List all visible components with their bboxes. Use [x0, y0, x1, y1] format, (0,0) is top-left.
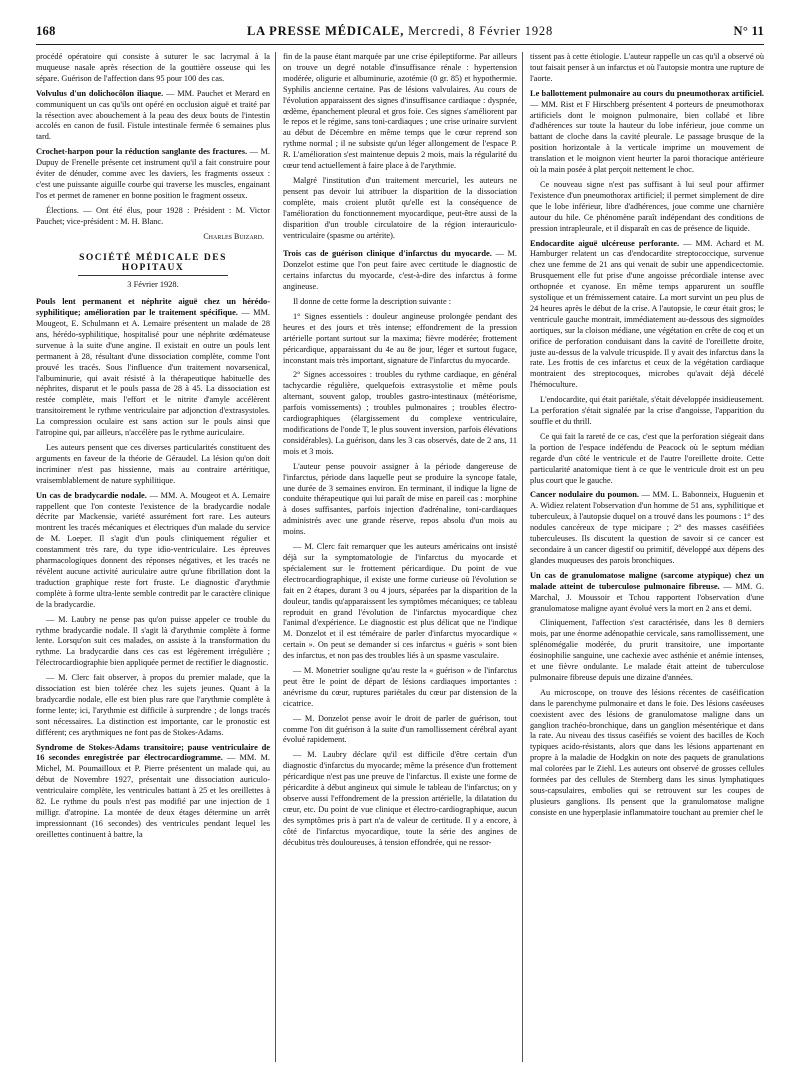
paragraph: 1° Signes essentiels : douleur angineuse prolongée pendant des heures et des jours et très intense; effondrement de la pression artérielle portant surtout sur la maxima; fièvre modérée; frottement péricardique, apparaissant du 4e au 8e jour, léger et surtout fugace, inconstant mais très important, signature de l'infarctus du myocarde.	[283, 311, 517, 365]
paragraph: Les auteurs pensent que ces diverses particularités constituent des arguments en faveur de la théorie de Géraudel. La lésion qu'on doit incriminer n'est pas hissienne, mais au contraire artéritique, vraisemblablement de nature syphilitique.	[36, 443, 270, 485]
column-2: fin de la pause étant marquée par une crise épileptiforme. Par ailleurs on trouve un degré notable d'insuffisance rénale : hypertension modérée, oligurie et albuminurie, azotémie (0 gr. 85) et hypothermie. Syphilis ancienne certaine. Pas de lésions valvulaires. Au cours de l'évolution apparaissent des signes d'insuffisance cardiaque : dyspnée, œdème, épanchement pleural et gros foie. Ces signes s'améliorent par le repos et le régime, sans toni-cardiaques ; une crise urinaire survient au début de Décembre en même temps que le cœur reprend son rythme normal ; il ne subsiste qu'un léger allongement de l'espace P. R. L'amélioration s'est maintenue depuis 2 mois, mais la régularité du cœur tend actuellement à faire place à de l'arythmie. Malgré l'institution d'un traitement mercuriel, les auteurs ne pensent pas devoir lui attribuer la disparition de la dissociation complète, mais croient plutôt qu'elle est la conséquence de l'amélioration du fonctionnement myocardique, peut-être aussi de la disparition d'un trouble circulatoire de la région interauriculo-ventriculaire (spasme ou artérite). Trois cas de guérison clinique d'infarctus du myocarde. — M. Donzelot estime que l'on peut faire avec certitude le diagnostic de certains infarctus du myocarde, c'est-à-dire des infarctus à forme angineuse. Il donne de cette forme la description suivante : 1° Signes essentiels : douleur angineuse prolongée pendant des heures et des jours et très intense; effondrement de la pression artérielle portant surtout sur la maxima; fièvre modérée; frottement péricardique, apparaissant du 4e au 8e jour, léger et surtout fugace, inconstant mais très important, signature de l'infarctus du myocarde. 2° Signes accessoires : troubles du rythme cardiaque, en général tachycardie régulière, quelquefois extrasystolie et même pouls alternant, souvent galop, troubles gastro-intestinaux (météorisme, parfois vomissements) ; troubles pulmonaires ; troubles électro-cardiographiques (élargissement du complexe ventriculaire, modifications de l'onde T, le plus souvent inversion, parfois élévations considérables). La guérison, dans les 3 cas observés, date de 2 ans, 11 mois et 3 mois. L'auteur pense pouvoir assigner à la période dangereuse de l'infarctus, période dans laquelle peut se produire la syncope fatale, une durée de 3 semaines environ. En terminant, il indique la ligne de conduite thérapeutique qui lui paraît de mise en pareil cas : morphine à doses suffisantes, parfois injection d'adrénaline, toni-cardiaques administrés avec une grande réserve, repos absolu d'un mois au moins. — M. Clerc fait remarquer que les auteurs américains ont insisté déjà sur la symptomatologie de l'infarctus du myocarde et spécialement sur le frottement péricardique. Du point de vue électrocardiographique, il existe une forme curieuse où l'évolution se fait en 2 étapes, durant 3 ou 4 jours, séparées par la disparition de la douleur, tandis qu'apparaissent les symptômes mécaniques; ce tableau reproduit en grand l'évolution de l'infarctus myocardique chez l'animal d'expérience. Le diagnostic est plus délicat que ne l'indique M. Donzelot et il est téméraire de parler d'infarctus myocardique « certain ». On peut se demander si ces infarctus « guéris » sont bien des infarctus, et non pas des troubles liés à un spasme vasculaire. — M. Monetrier souligne qu'au reste la « guérison » de l'infarctus peut être le point de départ de lésions cardiaques importantes : anévrisme du cœur, ruptures pariétales du cœur par distension de la cicatrice. — M. Donzelot pense avoir le droit de parler de guérison, tout comme l'on dit guérison à la suite d'un ramollissement cérébral ayant évolué rapidement. — M. Laubry déclare qu'il est difficile d'être certain d'un diagnostic d'infarctus du myocarde; même la présence d'un frottement péricardique n'est pas une preuve de l'infarctus. Il existe une forme de péricardite à début angineux qui simule le tableau de l'infarctus; on y observe aussi l'effondrement de la pression artérielle, la dilatation du cœur, etc. Du point de vue clinique et électro-cardiographique, aucun des symptômes pris à part n'a de valeur de certitude. Il y a encore, à côté de l'infarctus myocardique, toute la série des angines de décubitus très douloureuses, à tension effondrée, qui ne ressor-	[283, 52, 517, 847]
paragraph: — M. Laubry ne pense pas qu'on puisse appeler ce trouble du rythme bradycardie nodale. Il s'agit là d'arythmie complète à forme lente. Lorsqu'on suit ces malades, on assiste à la transformation du rythme. La bradycardie dans ces cas est légèrement irrégulière ; l'électrocardiographie bien appliquée permet de rectifier le diagnostic.	[36, 614, 270, 668]
journal-title	[36, 24, 764, 39]
article-heading: Cancer nodulaire du poumon.	[530, 490, 639, 500]
session-date: 3 Février 1928.	[127, 280, 179, 290]
page-header	[36, 22, 764, 45]
article-heading: Pouls lent permanent et néphrite aiguë chez un hérédo-syphilitique; amélioration par le traitement spécifique.	[36, 297, 270, 318]
article-heading: Trois cas de guérison clinique d'infarctus du myocarde.	[283, 249, 492, 259]
paragraph: Malgré l'institution d'un traitement mercuriel, les auteurs ne pensent pas devoir lui attribuer la disparition de la dissociation complète, mais croient plutôt qu'elle est la conséquence de l'amélioration du fonctionnement myocardique, peut-être aussi de la disparition d'un trouble circulatoire de la région interauriculo-ventriculaire (spasme ou artérite).	[283, 175, 517, 240]
paragraph: — M. Clerc fait observer, à propos du premier malade, que la dissociation est bien tolérée chez les sujets jeunes. Quant à la bradycardie nodale, elle est bien plus rare que l'arythmie complète à forme lente; ici, l'arythmie est difficile à surprendre ; de longs tracés sont nécessaires. La distinction est importante, car le pronostic est différent; ces arythmiques ne font pas de Stokes-Adams.	[36, 673, 270, 737]
column-1: procédé opératoire qui consiste à suturer le sac lacrymal à la muqueuse nasale après résection de la gouttière osseuse qui les sépare. Guérison de l'affection dans 95 pour 100 des cas. Volvulus d'un dolichocôlon iliaque. — MM. Pauchet et Merard en communiquent un cas qu'ils ont opéré en occlusion aiguë et traité par la résection avec abouchement à la peau des deux bouts de l'intestin accolés en canon de fusil. Fistule intestinale fermée 6 semaines plus tard. Crochet-harpon pour la réduction sanglante des fractures. — M. Dupuy de Frenelle présente cet instrument qu'il a fait construire pour éviter de dénuder, comme avec les daviers, les fragments osseux : c'est une puissante aiguille courbe qui traverse les muscles, engainant l'os et permet de ramener en bonne position le fragment osseux. Élections. — Ont été élus, pour 1928 : Président : M. Victor Pauchet; vice-président : M. H. Blanc. Charles Buizard. SOCIÉTÉ MÉDICALE DES HOPITAUX 3 Février 1928. Pouls lent permanent et néphrite aiguë chez un hérédo-syphilitique; amélioration par le traitement spécifique. — MM. Mougeot, E. Schulmann et A. Lemaire présentent un malade de 28 ans, hérédo-syphilitique, hospitalisé pour une néphrite œdémateuse survenue à la suite d'une angine. Il existait en outre un pouls lent permanent à 28, résultant d'une dissociation complète, comme l'ont prouvé les tracés. Sous l'influence d'un traitement novarsenical, l'albuminurie, qui avait résisté à la thérapeutique habituelle des néphrites, disparut et le pouls passa de 28 à 45. La dissociation est restée complète, mais l'effort et le nitrite d'amyle accélèrent transitoirement le rythme ventriculaire par adjonction d'extrasystoles. La compression oculaire est sans action sur le pouls ainsi que l'atropine qui, par ailleurs, n'accélère pas le rythme auriculaire. Les auteurs pensent que ces diverses particularités constituent des arguments en faveur de la théorie de Géraudel. La lésion qu'on doit incriminer n'est pas hissienne, mais au contraire artéritique, vraisemblablement de nature syphilitique. Un cas de bradycardie nodale. — MM. A. Mougeot et A. Lemaire rappellent que l'on conteste l'existence de la bradycardie nodale décrite par Mackensie, variété assurément fort rare. Les auteurs montrent les tracés mécaniques et électriques d'un malade du service de M. Loeper. Il s'agit d'un pouls cliniquement régulier et constamment très rare, du type idio-ventriculaire. Les épreuves pharmacologiques donnent des réponses négatives, et les tracés ne révèlent aucune activité auriculaire autre qu'une fibrillation dont la traduction graphique reste fort fruste. Le diagnostic d'arythmie complète à forme ultra-lente semble contredit par le caractère clinique de la bradycardie. — M. Laubry ne pense pas qu'on puisse appeler ce trouble du rythme bradycardie nodale. Il s'agit là d'arythmie complète à forme lente. Lorsqu'on suit ces malades, on assiste à la transformation du rythme. La bradycardie dans ces cas est légèrement irrégulière ; l'électrocardiographie bien appliquée permet de rectifier le diagnostic. — M. Clerc fait observer, à propos du premier malade, que la dissociation est bien tolérée chez les sujets jeunes. Quant à la bradycardie nodale, elle est bien plus rare que l'arythmie complète à forme lente; ici, l'arythmie est difficile à surprendre ; de longs tracés sont nécessaires. La distinction est importante, car le pronostic est différent; ces arythmiques ne font pas de Stokes-Adams. Syndrome de Stokes-Adams transitoire; pause ventriculaire de 16 secondes enregistrée par électrocardiogramme. — MM. M. Michel, M. Poumailloux et P. Pierre présentent un malade qui, au début de Novembre 1927, présentait une dissociation auriculo-ventriculaire complète, les ventricules battant à 25 et les oreillettes à 82. Le rythme du pouls n'est pas modifié par une injection de 1 milligr. d'atropine. La montée de deux étages détermine un arrêt impressionnant (16 secondes) des ventricules pendant lequel les oreillettes continuent à battre, la	[36, 52, 270, 839]
paragraph: Ce qui fait la rareté de ce cas, c'est que la perforation siégeait dans la portion de l'espace indéfendu de Peacock où le septum médian regarde d'un côté le ventricule et de l'autre l'oreillette droite. Cette particularité anatomique tient à ce que le ventricule droit est un peu plus court que le gauche.	[530, 431, 764, 485]
signature: Charles Buizard.	[203, 231, 264, 241]
article-heading: Volvulus d'un dolichocôlon iliaque.	[36, 88, 164, 98]
article-heading: Endocardite aiguë ulcéreuse perforante.	[530, 238, 680, 248]
paragraph: Au microscope, on trouve des lésions récentes de caséification dans le parenchyme pulmonaire et dans le foie. Des lésions caséeuses coexistent avec des lésions de granulomatose maligne dans un ganglion trachéo-bronchique, dans un ganglion mésentérique et dans la rate. Au niveau des tissus caséifiés se voient des bacilles de Koch typiques acido-résistants, alors que dans les lésions appartenant en propre à la maladie de Hodgkin on note des paquets de granulations mal colorées par le Ziehl. Les auteurs ont observé de grosses cellules formées par des cellules de Sternberg dans les sinus lymphatiques sous-capsulaires, embolies qui se retrouvent sur les coupes de plusieurs ganglions. Ils pensent que la granulomatose maligne consiste en une hyperplasie inflammatoire touchant au premier chef le	[530, 687, 764, 817]
paragraph: L'endocardite, qui était pariétale, s'était développée insidieusement. La perforation s'était signalée par la crise d'angoisse, l'apparition du souffle et du thrill.	[530, 395, 764, 426]
paragraph: — M. Donzelot pense avoir le droit de parler de guérison, tout comme l'on dit guérison à la suite d'un ramollissement cérébral ayant évolué rapidement.	[283, 713, 517, 745]
paragraph: — M. Laubry déclare qu'il est difficile d'être certain d'un diagnostic d'infarctus du myocarde; même la présence d'un frottement péricardique n'est pas une preuve de l'infarctus. Il existe une forme de péricardite à début angineux qui simule le tableau de l'infarctus; on y observe aussi l'effondrement de la pression artérielle, la dilatation du cœur, etc. Du point de vue clinique et électro-cardiographique, aucun des symptômes pris à part n'a de valeur de certitude. Il y a encore, à côté de l'infarctus myocardique, toute la série des angines de décubitus très douloureuses, à tension effondrée, qui ne ressor-	[283, 750, 517, 847]
paragraph: 2° Signes accessoires : troubles du rythme cardiaque, en général tachycardie régulière, quelquefois extrasystolie et même pouls alternant, souvent galop, troubles gastro-intestinaux (météorisme, parfois vomissements) ; troubles pulmonaires ; troubles électro-cardiographiques (élargissement du complexe ventriculaire, modifications de l'onde T, le plus souvent inversion, parfois élévations considérables). La guérison, dans les 3 cas observés, date de 2 ans, 11 mois et 3 mois.	[283, 370, 517, 456]
article-heading: Syndrome de Stokes-Adams transitoire; pause ventriculaire de 16 secondes enregistrée par électrocardiogramme.	[36, 742, 270, 763]
paragraph: Cliniquement, l'affection s'est caractérisée, dans les 8 derniers mois, par une énorme adénopathie cervicale, sans ramollissement, une splénomégalie modérée, du prurit transitoire, une importante éosinophilie sanguine, une cachexie avec asthénie et anémie intenses, et une fièvre ondulante. Le malade était atteint de tuberculose pulmonaire fibreuse depuis une dizaine d'années.	[530, 618, 764, 682]
paragraph: Élections. — Ont été élus, pour 1928 : Président : M. Victor Pauchet; vice-président : M. H. Blanc.	[36, 205, 270, 226]
article-heading: Le ballottement pulmonaire au cours du pneumothorax artificiel.	[530, 88, 764, 98]
paragraph: L'auteur pense pouvoir assigner à la période dangereuse de l'infarctus, période dans laquelle peut se produire la syncope fatale, une durée de 3 semaines environ. En terminant, il indique la ligne de conduite thérapeutique qui lui paraît de mise en pareil cas : morphine à doses suffisantes, parfois injection d'adrénaline, toni-cardiaques administrés avec une grande réserve, repos absolu d'un mois au moins.	[283, 461, 517, 537]
paragraph: — M. Clerc fait remarquer que les auteurs américains ont insisté déjà sur la symptomatologie de l'infarctus du myocarde et spécialement sur le frottement péricardique. Du point de vue électrocardiographique, il existe une forme curieuse où l'évolution se fait en 2 étapes, durant 3 ou 4 jours, séparées par la disparition de la douleur, tandis qu'apparaissent les symptômes mécaniques; ce tableau reproduit en grand l'évolution de l'infarctus myocardique chez l'animal d'expérience. Le diagnostic est plus délicat que ne l'indique M. Donzelot et il est téméraire de parler d'infarctus myocardique « certain ». On peut se demander si ces infarctus « guéris » sont bien des infarctus, et non pas des troubles liés à un spasme vasculaire.	[283, 542, 517, 661]
paragraph: procédé opératoire qui consiste à suturer le sac lacrymal à la muqueuse nasale après résection de la gouttière osseuse qui les sépare. Guérison de l'affection dans 95 pour 100 des cas.	[36, 52, 270, 83]
article-heading: Crochet-harpon pour la réduction sanglante des fractures.	[36, 147, 248, 157]
issue-date: Mercredi, 8 Février 1928	[404, 24, 554, 38]
paragraph: Il donne de cette forme la description suivante :	[293, 297, 452, 307]
article-heading: Un cas de bradycardie nodale.	[36, 490, 147, 500]
column-rule	[522, 52, 523, 1062]
journal-name: LA PRESSE MÉDICALE,	[246, 24, 405, 38]
paragraph: — M. Monetrier souligne qu'au reste la « guérison » de l'infarctus peut être le point de départ de lésions cardiaques importantes : anévrisme du cœur, ruptures pariétales du cœur par distension de la cicatrice.	[283, 666, 517, 708]
paragraph: fin de la pause étant marquée par une crise épileptiforme. Par ailleurs on trouve un degré notable d'insuffisance rénale : hypertension modérée, oligurie et albuminurie, azotémie (0 gr. 85) et hypothermie. Syphilis ancienne certaine. Pas de lésions valvulaires. Au cours de l'évolution apparaissent des signes d'insuffisance cardiaque : dyspnée, œdème, épanchement pleural et gros foie. Ces signes s'améliorent par le repos et le régime, sans toni-cardiaques ; une crise urinaire survient au début de Décembre en même temps que le cœur reprend son rythme normal ; il ne subsiste qu'un léger allongement de l'espace P. R. L'amélioration s'est maintenue depuis 2 mois, mais la régularité du cœur tend actuellement à faire place à de l'arythmie.	[283, 52, 517, 171]
column-rule	[275, 52, 276, 1062]
article-heading: Un cas de granulomatose maligne (sarcome atypique) chez un malade atteint de tuberculose pulmonaire fibreuse.	[530, 570, 764, 591]
section-heading: SOCIÉTÉ MÉDICALE DES HOPITAUX	[78, 253, 228, 277]
page-number: 168	[36, 24, 56, 38]
paragraph: Ce nouveau signe n'est pas suffisant à lui seul pour affirmer l'existence d'un pneumothorax artificiel; il permet simplement de dire que le lobe inférieur, libre d'adhérences, joue comme une charnière autour du hile. Ce phénomène paraît indépendant des conditions de pression intrapleurale, et il disparaît en cas de présence de liquide.	[530, 179, 764, 233]
column-3: tissent pas à cette étiologie. L'auteur rappelle un cas qu'il a observé où tout faisait penser à un infarctus et où l'autopsie montra une rupture de l'aorte. Le ballottement pulmonaire au cours du pneumothorax artificiel. — MM. Rist et F Hirschberg présentent 4 porteurs de pneumothorax artificiels dont le moignon pulmonaire, bien collabé et libre d'adhérences sur toute la hauteur du lobe inférieur, joue comme un battant de cloche dans la cavité pleurale. Le passage brusque de la position horizontale à la verticale imprime un mouvement de translation et le moignon vient heurter la paroi thoracique antérieure où la main posée à plat perçoit nettement le choc. Ce nouveau signe n'est pas suffisant à lui seul pour affirmer l'existence d'un pneumothorax artificiel; il permet simplement de dire que le lobe inférieur, libre d'adhérences, joue comme une charnière autour du hile. Ce phénomène paraît indépendant des conditions de pression intrapleurale, et il disparaît en cas de présence de liquide. Endocardite aiguë ulcéreuse perforante. — MM. Achard et M. Hamburger relatent un cas d'endocardite streptococcique, survenue chez une femme de 21 ans qui venait de subir une appendicectomie. Brusquement elle fut prise d'une angoisse précordiale intense avec orthopnée et cyanose. En même temps apparurent un souffle systolique et un frémissement cataire. La mort survint un peu plus de 24 heures après le début de la crise. A l'autopsie, le cœur était gros; le ventricule gauche montrait, immédiatement au-dessous des sigmoïdes aortiques, sur la cloison médiane, une végétation en crête de coq et un orifice de perforation conduisant dans la cavité de l'oreillette droite, juste au-dessus de la valvule tricuspide. Il y avait des infarctus dans la rate. Les frottis de ces infarctus et ceux de la végétation cardiaque montraient des streptocoques, microbes qu'avait déjà décelé l'hémoculture. L'endocardite, qui était pariétale, s'était développée insidieusement. La perforation s'était signalée par la crise d'angoisse, l'apparition du souffle et du thrill. Ce qui fait la rareté de ce cas, c'est que la perforation siégeait dans la portion de l'espace indéfendu de Peacock où le septum médian regarde d'un côté le ventricule et de l'autre l'oreillette droite. Cette particularité anatomique tient à ce que le ventricule droit est un peu plus court que le gauche. Cancer nodulaire du poumon. — MM. L. Babonneix, Huguenin et A. Widiez relatent l'observation d'un homme de 51 ans, syphilitique et tuberculeux, à l'autopsie duquel on a trouvé dans les poumons : 1° des nodules cancéreux de type micipare ; 2° des masses caséifiées tuberculeuses. Ils discutent la question de savoir si ce cancer est secondaire à un cancer digestif ou primitif, développé aux dépens des glandes muqueuses des parois bronchiques. Un cas de granulomatose maligne (sarcome atypique) chez un malade atteint de tuberculose pulmonaire fibreuse. — MM. G. Marchal, J. Moussoir et Tchou rapportent l'observation d'une granulomatose maligne ayant évolué vers la mort en 2 ans et demi. Cliniquement, l'affection s'est caractérisée, dans les 8 derniers mois, par une énorme adénopathie cervicale, sans ramollissement, une splénomégalie modérée, du prurit transitoire, une importante éosinophilie sanguine, une cachexie avec asthénie et anémie intenses, et une fièvre ondulante. Le malade était atteint de tuberculose pulmonaire fibreuse depuis une dizaine d'années. Au microscope, on trouve des lésions récentes de caséification dans le parenchyme pulmonaire et dans le foie. Des lésions caséeuses coexistent avec des lésions de granulomatose maligne dans un ganglion trachéo-bronchique, dans un ganglion mésentérique et dans la rate. Au niveau des tissus caséifiés se voient des bacilles de Koch typiques acido-résistants, alors que dans les lésions appartenant en propre à la maladie de Hodgkin on note des paquets de granulations mal colorées par le Ziehl. Les auteurs ont observé de grosses cellules formées par des cellules de Sternberg dans les sinus lymphatiques sous-capsulaires, embolies qui se retrouvent sur les coupes de plusieurs ganglions. Ils pensent que la granulomatose maligne consiste en une hyperplasie inflammatoire touchant au premier chef le	[530, 52, 764, 817]
paragraph: tissent pas à cette étiologie. L'auteur rappelle un cas qu'il a observé où tout faisait penser à un infarctus et où l'autopsie montra une rupture de l'aorte.	[530, 52, 764, 83]
issue-number: N° 11	[733, 24, 764, 38]
